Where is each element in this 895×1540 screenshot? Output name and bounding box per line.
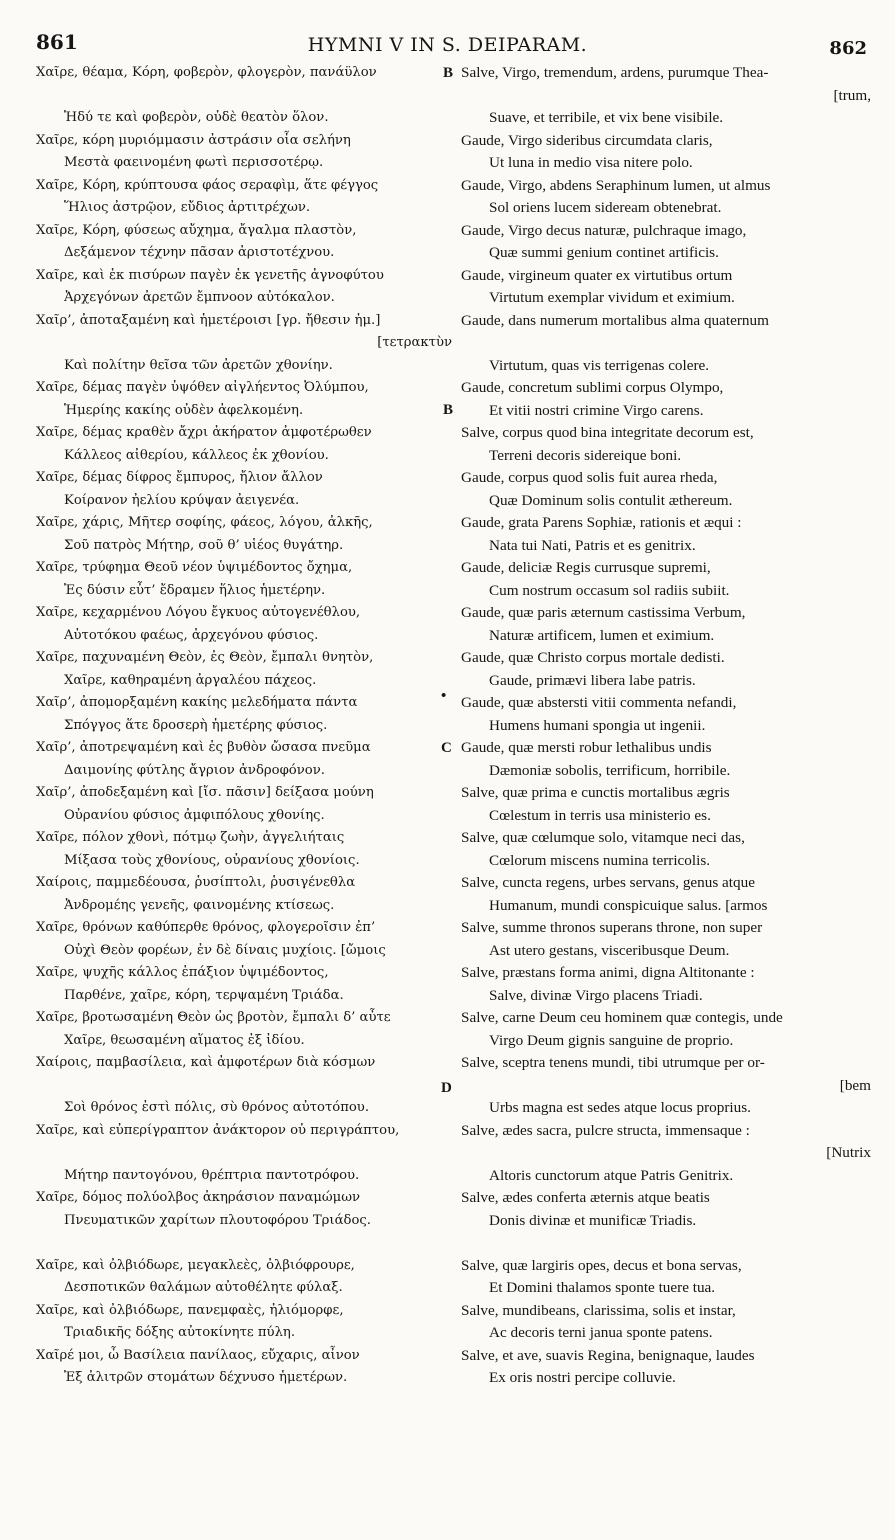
verse-line: Χαῖρε, βροτωσαμένη Θεὸν ὡς βροτὸν, ἔμπαλι δ’ αὖτε [36,1010,391,1025]
verse-line: Urbs magna est sedes atque locus proprius. [489,1099,751,1116]
verse-line: Ἐξ ἀλιτρῶν στομάτων δέχνυσο ἡμετέρων. [64,1370,348,1385]
verse-line: Salve, sceptra tenens mundi, tibi utrumque per or- [461,1054,765,1071]
verse-line: Ac decoris terni janua sponte patens. [489,1324,713,1341]
verse-line: Χαῖρε, κόρη μυριόμμασιν ἀστράσιν οἷα σελήνη [36,132,351,148]
verse-line: Virtutum, quas vis terrigenas colere. [489,356,710,374]
verse-line: Χαῖρε, Κόρη, φύσεως αὔχημα, ἄγαλμα πλαστὸν, [36,222,357,238]
page-number-right: 862 [829,38,867,59]
margin-letter-b: B [443,65,454,81]
verse-line: Gaude, quæ Christo corpus mortale dedisti. [461,649,725,666]
verse-line: Cœlestum in terris usa ministerio es. [489,806,711,824]
verse-line: Gaude, deliciæ Regis currusque supremi, [461,559,711,576]
verse-line: Salve, quæ prima e cunctis mortalibus ægris [461,784,730,801]
running-title: HYMNI V IN S. DEIPARAM. [307,34,588,56]
verse-line: Χαῖρε, ψυχῆς κάλλος ἐπάξιον ὑψιμέδοντος, [36,965,329,980]
blank-line [36,1142,456,1165]
verse-line: Μίξασα τοὺς χθονίους, οὐρανίους χθονίοις. [64,852,360,868]
verse-line: Donis divinæ et munificæ Triadis. [489,1211,697,1229]
latin-column [461,62,875,1390]
verse-line: Ἀρχεγόνων ἀρετῶν ἔμπνοον αὐτόκαλον. [64,290,335,305]
verse-line: Gaude, Virgo sideribus circumdata claris, [461,131,713,149]
verse-line: Et vitii nostri crimine Virgo carens. [489,401,704,419]
verse-line: Salve, summe thronos superans throne, non super [461,919,763,936]
verse-line: Καὶ πολίτην θεῖσα τῶν ἀρετῶν χθονίην. [64,357,333,373]
verse-line: Ut luna in medio visa nitere polo. [489,154,693,171]
verse-line: Nata tui Nati, Patris et es genitrix. [489,536,696,554]
verse-line: Χαῖρε, καὶ εὐπερίγραπτον ἀνάκτορον οὐ περιγράπτου, [36,1122,400,1138]
verse-line: Gaude, grata Parens Sophiæ, rationis et æqui : [461,514,742,531]
verse-line: Χαῖρε, κεχαρμένου Λόγου ἔγκυος αὐτογενέθλου, [36,605,361,620]
verse-line: Ἡμερίης κακίης οὐδὲν ἀφελκομένη. [64,402,304,418]
verse-line: Δεξάμενον τέχνην πᾶσαν ἀριστοτέχνου. [64,245,335,260]
verse-line: Χαῖρε, θεωσαμένη αἵματος ἐξ ἰδίου. [64,1032,305,1048]
verse-line: Suave, et terribile, et vix bene visibile. [489,109,724,126]
verse-line: Virtutum exemplar vividum et eximium. [489,289,735,306]
verse-line: Χαῖρε, χάρις, Μῆτερ σοφίης, φάεος, λόγου, ἀλκῆς, [36,515,373,530]
blank-line [36,85,456,108]
verse-line: Μεστὰ φαεινομένη φωτὶ περισσοτέρῳ. [64,155,324,170]
verse-line: Παρθένε, χαῖρε, κόρη, τερψαμένη Τριάδα. [64,987,344,1003]
verse-line: Τριαδικῆς δόξης αὐτοκίνητε πύλη. [64,1325,296,1340]
verse-line: Virgo Deum gignis sanguine de proprio. [489,1031,734,1049]
blank-line [36,1075,456,1098]
verse-line: Χαῖρ’, ἀποταξαμένη καὶ ἡμετέροισι [γρ. ἤθεσιν ἡμ.] [36,312,381,328]
verse-line: Gaude, Virgo decus naturæ, pulchraque imago, [461,221,747,239]
verse-line: Gaude, quæ mersti robur lethalibus undis [461,739,712,756]
blank-line [461,1232,875,1255]
verse-line: Cœlorum miscens numina terricolis. [489,851,711,869]
verse-line: Ἥλιος ἀστρῷον, εὔδιος ἀρτιτρέχων. [64,200,311,215]
verse-line: Terreni decoris sidereique boni. [489,446,682,464]
margin-letter-d: D [441,1080,452,1096]
verse-line: Naturæ artificem, lumen et eximium. [489,626,715,644]
verse-line: Gaude, corpus quod solis fuit aurea rheda, [461,469,718,486]
verse-line: Quæ summi genium continet artificis. [489,244,719,261]
verse-line: Χαῖρε, πόλον χθονὶ, πότμῳ ζωὴν, ἀγγελιήταις [36,830,345,845]
verse-line: Χαῖρε, δέμας κραθὲν ἄχρι ἀκήρατον ἀμφοτέρωθεν [36,425,372,440]
verse-line: Χαῖρε, θρόνων καθύπερθε θρόνος, φλογεροῖσιν ἐπ’ [36,920,376,935]
verse-line: Gaude, dans numerum mortalibus alma quaternum [461,311,769,329]
verse-line: Σπόγγος ἅτε δροσερὴ ἡμετέρης φύσιος. [64,717,328,733]
verse-line: Κάλλεος αἰθερίου, κάλλεος ἐκ χθονίου. [64,447,329,463]
verse-line: [τετρακτὺν [377,335,452,350]
verse-line: Χαῖρε, Κόρη, κρύπτουσα φάος σεραφὶμ, ἅτε φέγγος [36,177,379,193]
verse-line: Salve, Virgo, tremendum, ardens, purumque Thea- [461,64,769,81]
verse-line: Quæ Dominum solis contulit æthereum. [489,491,733,509]
blank-line [36,1232,456,1255]
verse-line: Salve, quæ cœlumque solo, vitamque neci das, [461,829,745,846]
verse-line: Κοίρανον ἠελίου κρύψαν ἀειγενέα. [64,492,300,508]
verse-line: Χαῖρε, καθηραμένη ἀργαλέου πάχεος. [64,672,317,688]
verse-line: Salve, cuncta regens, urbes servans, genus atque [461,874,755,891]
verse-line: Salve, corpus quod bina integritate decorum est, [461,424,754,441]
margin-letter-c: C [441,740,452,756]
verse-line: Salve, ædes sacra, pulcre structa, immensaque : [461,1121,750,1139]
verse-line: Humanum, mundi conspicuique salus. [armos [489,896,768,914]
verse-line: Χαίροις, παμμεδέουσα, ῥυσίπτολι, ῥυσιγένεθλα [36,875,356,890]
verse-line: Χαῖρε, καὶ ἐκ πισύρων παγὲν ἐκ γενετῆς ἀγνοφύτου [36,267,384,283]
blank-line [461,332,875,355]
verse-line: Cum nostrum occasum sol radiis subiit. [489,581,730,599]
verse-line: Μήτηρ παντογόνου, θρέπτρια παντοτρόφου. [64,1167,360,1183]
greek-column [36,62,456,1390]
verse-line: Gaude, virgineum quater ex virtutibus ortum [461,266,733,284]
verse-line: Salve, præstans forma animi, digna Altitonante : [461,964,755,981]
verse-line: Χαῖρε, θέαμα, Κόρη, φοβερὸν, φλογερὸν, πανάϋλον [36,65,377,80]
verse-line: Χαῖρ’, ἀποτρεψαμένη καὶ ἐς βυθὸν ὤσασα πνεῦμα [36,740,371,755]
verse-line: Ἐς δύσιν εὖτ’ ἔδραμεν ἥλιος ἡμετέρην. [64,582,326,598]
page-number-left: 861 [36,30,78,54]
verse-line: Χαῖρε, τρύφημα Θεοῦ νέον ὑψιμέδοντος ὄχημα, [36,560,353,575]
margin-letter-b: B [443,402,454,418]
verse-line: Χαῖρε, παχυναμένη Θεὸν, ἐς Θεὸν, ἔμπαλι θνητὸν, [36,650,374,665]
verse-line: Χαῖρ’, ἀποδεξαμένη καὶ [ἴσ. πᾶσιν] δείξασα μούνη [36,785,374,800]
verse-line: [Nutrix [826,1144,871,1161]
verse-line: Ex oris nostri percipe colluvie. [489,1369,676,1386]
verse-line: Humens humani spongia ut ingenii. [489,716,706,734]
verse-line: Οὐχὶ Θεὸν φορέων, ἐν δὲ δίναις μυχίοις. [ὤμοις [64,942,386,958]
verse-line: [bem [839,1076,871,1094]
verse-line: Δεσποτικῶν θαλάμων αὐτοθέλητε φύλαξ. [64,1280,343,1295]
verse-line: Δαιμονίης φύτλης ἄγριον ἀνδροφόνον. [64,762,325,778]
verse-line: Χαῖρε, δέμας παγὲν ὑψόθεν αἰγλήεντος Ὀλύμπου, [36,380,369,395]
verse-line: Salve, ædes conferta æternis atque beatis [461,1189,710,1206]
verse-line: Χαῖρε, καὶ ὀλβιόδωρε, πανεμφαὲς, ἠλιόμορφε, [36,1302,344,1318]
verse-line: Ast utero gestans, visceribusque Deum. [489,941,730,959]
verse-line: Gaude, concretum sublimi corpus Olympo, [461,379,724,396]
verse-line: Altoris cunctorum atque Patris Genitrix. [489,1166,734,1184]
verse-line: [trum, [833,86,871,104]
verse-line: Salve, carne Deum ceu hominem quæ contegis, unde [461,1009,783,1026]
verse-line: Σοὶ θρόνος ἐστὶ πόλις, σὺ θρόνος αὐτοτόπου. [64,1100,370,1115]
verse-line: Et Domini thalamos sponte tuere tua. [489,1279,716,1296]
verse-line: Πνευματικῶν χαρίτων πλουτοφόρου Τριάδος. [64,1212,371,1228]
verse-line: Salve, et ave, suavis Regina, benignaque, laudes [461,1346,755,1364]
margin-bullet: • [441,688,447,704]
verse-line: Χαῖρ’, ἀπομορξαμένη κακίης μελεδήματα πάντα [36,695,358,710]
running-header [0,30,895,62]
verse-line: Salve, quæ largiris opes, decus et bona servas, [461,1256,742,1274]
verse-line: Gaude, Virgo, abdens Seraphinum lumen, ut almus [461,176,771,194]
verse-line: Gaude, quæ paris æternum castissima Verbum, [461,604,746,621]
verse-line: Dæmoniæ sobolis, terrificum, horribile. [489,761,731,779]
verse-line: Gaude, primævi libera labe patris. [489,671,696,689]
verse-line: Sol oriens lucem sideream obtenebrat. [489,199,722,216]
verse-line: Χαίροις, παμβασίλεια, καὶ ἀμφοτέρων διὰ κόσμων [36,1055,376,1070]
verse-line: Χαῖρε, δέμας δίφρος ἔμπυρος, ἤλιον ἄλλον [36,470,323,485]
verse-line: Ἡδύ τε καὶ φοβερὸν, οὐδὲ θεατὸν ὅλον. [64,110,329,125]
verse-line: Ἀνδρομέης γενεῆς, φαινομένης κτίσεως. [64,897,335,913]
verse-line: Salve, mundibeans, clarissima, solis et instar, [461,1301,736,1319]
verse-line: Gaude, quæ abstersti vitii commenta nefandi, [461,694,737,711]
verse-line: Χαῖρε, καὶ ὀλβιόδωρε, μεγακλεὲς, ὀλβιόφρουρε, [36,1257,355,1273]
verse-line: Σοῦ πατρὸς Μήτηρ, σοῦ θ’ υἱέος θυγάτηρ. [64,537,344,553]
verse-line: Χαῖρε, δόμος πολύολβος ἀκηράσιον παναμώμων [36,1190,361,1205]
verse-line: Αὐτοτόκου φαέως, ἀρχεγόνου φύσιος. [64,627,319,643]
verse-line: Οὐρανίου φύσιος ἀμφιπόλους χθονίης. [64,807,325,823]
verse-line: Χαῖρέ μοι, ὦ Βασίλεια πανίλαος, εὔχαρις, αἶνον [36,1347,360,1363]
verse-line: Salve, divinæ Virgo placens Triadi. [489,986,703,1004]
